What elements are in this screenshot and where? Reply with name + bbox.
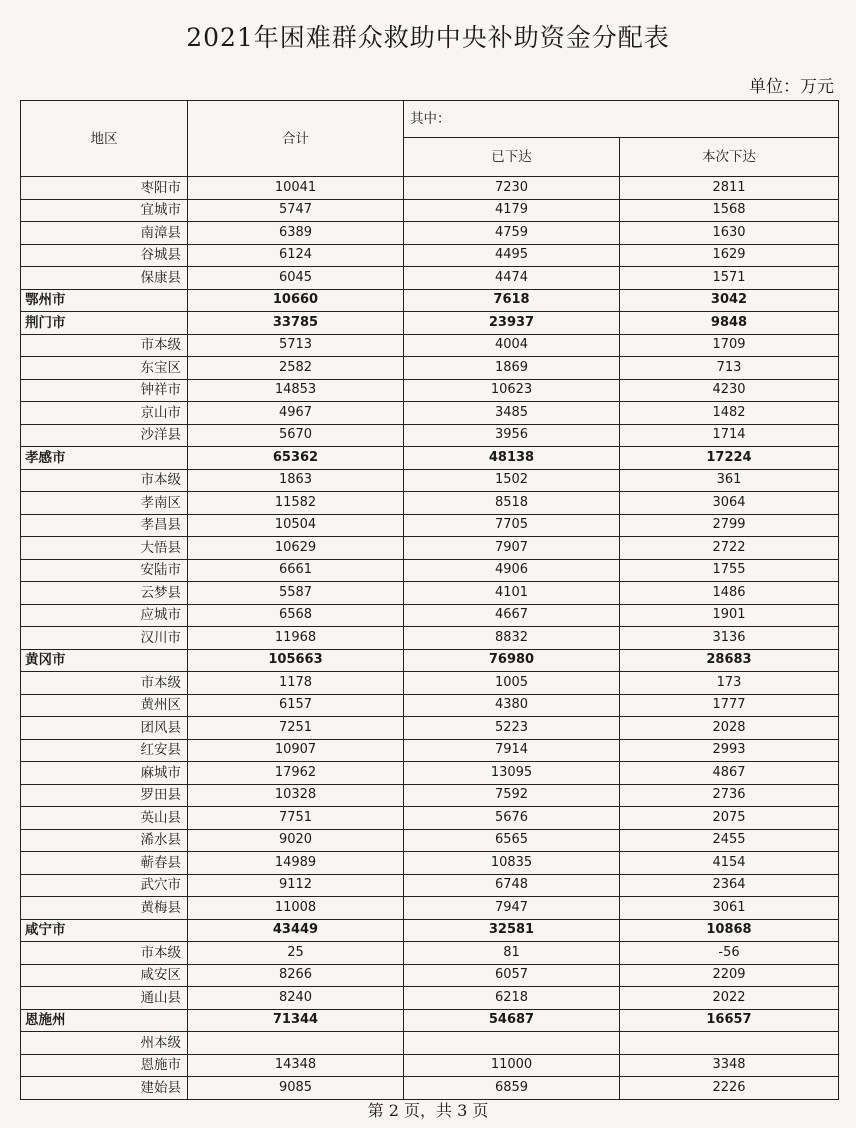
region-cell: 东宝区 [21, 357, 188, 380]
region-cell: 安陆市 [21, 559, 188, 582]
region-cell: 孝昌县 [21, 514, 188, 537]
current-cell: 10868 [620, 919, 839, 942]
region-cell: 市本级 [21, 942, 188, 965]
total-cell [188, 1032, 404, 1055]
issued-cell: 5676 [404, 807, 620, 830]
current-cell: 4230 [620, 379, 839, 402]
issued-cell: 81 [404, 942, 620, 965]
table-row [21, 604, 839, 627]
issued-cell: 4906 [404, 559, 620, 582]
total-cell: 1178 [188, 672, 404, 695]
table-row [21, 784, 839, 807]
allocation-table [20, 100, 839, 1100]
total-cell: 1863 [188, 469, 404, 492]
table-row [21, 244, 839, 267]
table-row [21, 222, 839, 245]
issued-cell: 7907 [404, 537, 620, 560]
header-current: 本次下达 [620, 138, 839, 177]
current-cell: 4867 [620, 762, 839, 785]
total-cell: 4967 [188, 402, 404, 425]
issued-cell: 6748 [404, 874, 620, 897]
current-cell: 713 [620, 357, 839, 380]
total-cell: 10907 [188, 739, 404, 762]
current-cell: 3136 [620, 627, 839, 650]
table-row [21, 582, 839, 605]
region-cell: 大悟县 [21, 537, 188, 560]
table-row [21, 199, 839, 222]
current-cell: 1482 [620, 402, 839, 425]
region-cell: 保康县 [21, 267, 188, 290]
current-cell: 1486 [620, 582, 839, 605]
total-cell: 5713 [188, 334, 404, 357]
region-cell: 州本级 [21, 1032, 188, 1055]
current-cell: 3348 [620, 1054, 839, 1077]
region-cell: 应城市 [21, 604, 188, 627]
current-cell: 2028 [620, 717, 839, 740]
current-cell: 1629 [620, 244, 839, 267]
total-cell: 71344 [188, 1009, 404, 1032]
total-cell: 8240 [188, 987, 404, 1010]
table-row [21, 469, 839, 492]
total-cell: 14348 [188, 1054, 404, 1077]
issued-cell: 7914 [404, 739, 620, 762]
issued-cell: 1005 [404, 672, 620, 695]
current-cell: 4154 [620, 852, 839, 875]
issued-cell: 11000 [404, 1054, 620, 1077]
table-row [21, 267, 839, 290]
region-cell: 浠水县 [21, 829, 188, 852]
table-row [21, 627, 839, 650]
table-row [21, 559, 839, 582]
current-cell: 1777 [620, 694, 839, 717]
table-row [21, 514, 839, 537]
issued-cell: 10835 [404, 852, 620, 875]
table-row [21, 334, 839, 357]
table-row [21, 807, 839, 830]
current-cell: 9848 [620, 312, 839, 335]
table-row [21, 424, 839, 447]
table-row [21, 897, 839, 920]
region-cell: 通山县 [21, 987, 188, 1010]
table-row [21, 852, 839, 875]
table-row [21, 402, 839, 425]
total-cell: 5670 [188, 424, 404, 447]
issued-cell: 48138 [404, 447, 620, 470]
region-cell: 恩施市 [21, 1054, 188, 1077]
table-row [21, 649, 839, 672]
current-cell: 361 [620, 469, 839, 492]
page-footer: 第 2 页，共 3 页 [367, 1101, 489, 1120]
region-cell: 黄冈市 [21, 649, 188, 672]
issued-cell: 76980 [404, 649, 620, 672]
issued-cell: 6565 [404, 829, 620, 852]
current-cell: 2226 [620, 1077, 839, 1100]
region-cell: 恩施州 [21, 1009, 188, 1032]
total-cell: 8266 [188, 964, 404, 987]
total-cell: 6124 [188, 244, 404, 267]
issued-cell: 6859 [404, 1077, 620, 1100]
total-cell: 11008 [188, 897, 404, 920]
table-row [21, 919, 839, 942]
issued-cell: 4004 [404, 334, 620, 357]
issued-cell: 4101 [404, 582, 620, 605]
current-cell: 2455 [620, 829, 839, 852]
table-row [21, 177, 839, 200]
current-cell: 1571 [620, 267, 839, 290]
total-cell: 14853 [188, 379, 404, 402]
current-cell: 28683 [620, 649, 839, 672]
current-cell: 2364 [620, 874, 839, 897]
table-row [21, 964, 839, 987]
table-row [21, 492, 839, 515]
table-row [21, 289, 839, 312]
region-cell: 市本级 [21, 672, 188, 695]
region-cell: 团风县 [21, 717, 188, 740]
header-region: 地区 [21, 101, 188, 177]
region-cell: 汉川市 [21, 627, 188, 650]
table-row [21, 1032, 839, 1055]
total-cell: 6661 [188, 559, 404, 582]
issued-cell: 6057 [404, 964, 620, 987]
current-cell: 2722 [620, 537, 839, 560]
current-cell: 3061 [620, 897, 839, 920]
total-cell: 25 [188, 942, 404, 965]
region-cell: 黄州区 [21, 694, 188, 717]
issued-cell: 7618 [404, 289, 620, 312]
header-row-1 [21, 101, 839, 138]
total-cell: 11582 [188, 492, 404, 515]
issued-cell: 54687 [404, 1009, 620, 1032]
current-cell: 1714 [620, 424, 839, 447]
current-cell: 1755 [620, 559, 839, 582]
current-cell: 1568 [620, 199, 839, 222]
total-cell: 10041 [188, 177, 404, 200]
total-cell: 6568 [188, 604, 404, 627]
issued-cell: 8832 [404, 627, 620, 650]
region-cell: 京山市 [21, 402, 188, 425]
issued-cell: 4474 [404, 267, 620, 290]
table-row [21, 1009, 839, 1032]
region-cell: 沙洋县 [21, 424, 188, 447]
table-row [21, 717, 839, 740]
current-cell: 2799 [620, 514, 839, 537]
issued-cell: 1869 [404, 357, 620, 380]
issued-cell: 3485 [404, 402, 620, 425]
current-cell: 2811 [620, 177, 839, 200]
table-row [21, 379, 839, 402]
total-cell: 7251 [188, 717, 404, 740]
issued-cell: 4495 [404, 244, 620, 267]
total-cell: 2582 [188, 357, 404, 380]
issued-cell: 32581 [404, 919, 620, 942]
issued-cell: 23937 [404, 312, 620, 335]
region-cell: 宜城市 [21, 199, 188, 222]
total-cell: 11968 [188, 627, 404, 650]
table-row [21, 672, 839, 695]
table-row [21, 1054, 839, 1077]
header-total: 合计 [188, 101, 404, 177]
current-cell: 2736 [620, 784, 839, 807]
region-cell: 谷城县 [21, 244, 188, 267]
issued-cell: 13095 [404, 762, 620, 785]
issued-cell: 6218 [404, 987, 620, 1010]
region-cell: 红安县 [21, 739, 188, 762]
table-row [21, 312, 839, 335]
region-cell: 武穴市 [21, 874, 188, 897]
current-cell: 1630 [620, 222, 839, 245]
region-cell: 市本级 [21, 469, 188, 492]
region-cell: 蕲春县 [21, 852, 188, 875]
current-cell: -56 [620, 942, 839, 965]
current-cell: 16657 [620, 1009, 839, 1032]
current-cell: 3064 [620, 492, 839, 515]
table-row [21, 537, 839, 560]
current-cell: 2993 [620, 739, 839, 762]
current-cell: 2209 [620, 964, 839, 987]
issued-cell [404, 1032, 620, 1055]
total-cell: 6157 [188, 694, 404, 717]
current-cell: 173 [620, 672, 839, 695]
issued-cell: 7705 [404, 514, 620, 537]
total-cell: 17962 [188, 762, 404, 785]
total-cell: 105663 [188, 649, 404, 672]
total-cell: 5747 [188, 199, 404, 222]
header-of-which: 其中： [404, 101, 839, 138]
total-cell: 6045 [188, 267, 404, 290]
region-cell: 鄂州市 [21, 289, 188, 312]
region-cell: 罗田县 [21, 784, 188, 807]
issued-cell: 1502 [404, 469, 620, 492]
unit-label: 单位：万元 [749, 77, 834, 97]
total-cell: 5587 [188, 582, 404, 605]
region-cell: 孝感市 [21, 447, 188, 470]
current-cell: 1901 [620, 604, 839, 627]
issued-cell: 7592 [404, 784, 620, 807]
table-row [21, 694, 839, 717]
total-cell: 10504 [188, 514, 404, 537]
total-cell: 33785 [188, 312, 404, 335]
current-cell: 1709 [620, 334, 839, 357]
total-cell: 10328 [188, 784, 404, 807]
table-row [21, 357, 839, 380]
region-cell: 建始县 [21, 1077, 188, 1100]
total-cell: 10629 [188, 537, 404, 560]
current-cell: 3042 [620, 289, 839, 312]
region-cell: 钟祥市 [21, 379, 188, 402]
page-title: 2021年困难群众救助中央补助资金分配表 [186, 23, 670, 52]
total-cell: 65362 [188, 447, 404, 470]
region-cell: 咸宁市 [21, 919, 188, 942]
current-cell: 2075 [620, 807, 839, 830]
region-cell: 咸安区 [21, 964, 188, 987]
table-row [21, 874, 839, 897]
region-cell: 市本级 [21, 334, 188, 357]
issued-cell: 5223 [404, 717, 620, 740]
current-cell: 17224 [620, 447, 839, 470]
header-issued: 已下达 [404, 138, 620, 177]
total-cell: 6389 [188, 222, 404, 245]
table-row [21, 987, 839, 1010]
total-cell: 9112 [188, 874, 404, 897]
total-cell: 7751 [188, 807, 404, 830]
region-cell: 麻城市 [21, 762, 188, 785]
table-row [21, 762, 839, 785]
table-row [21, 1077, 839, 1100]
table-row [21, 739, 839, 762]
table-row [21, 447, 839, 470]
total-cell: 9020 [188, 829, 404, 852]
issued-cell: 8518 [404, 492, 620, 515]
region-cell: 荆门市 [21, 312, 188, 335]
current-cell: 2022 [620, 987, 839, 1010]
issued-cell: 4759 [404, 222, 620, 245]
issued-cell: 10623 [404, 379, 620, 402]
issued-cell: 7230 [404, 177, 620, 200]
total-cell: 14989 [188, 852, 404, 875]
total-cell: 43449 [188, 919, 404, 942]
issued-cell: 7947 [404, 897, 620, 920]
region-cell: 云梦县 [21, 582, 188, 605]
table-row [21, 942, 839, 965]
current-cell [620, 1032, 839, 1055]
region-cell: 英山县 [21, 807, 188, 830]
issued-cell: 3956 [404, 424, 620, 447]
region-cell: 枣阳市 [21, 177, 188, 200]
table-row [21, 829, 839, 852]
issued-cell: 4380 [404, 694, 620, 717]
region-cell: 黄梅县 [21, 897, 188, 920]
region-cell: 南漳县 [21, 222, 188, 245]
total-cell: 10660 [188, 289, 404, 312]
region-cell: 孝南区 [21, 492, 188, 515]
issued-cell: 4667 [404, 604, 620, 627]
issued-cell: 4179 [404, 199, 620, 222]
total-cell: 9085 [188, 1077, 404, 1100]
